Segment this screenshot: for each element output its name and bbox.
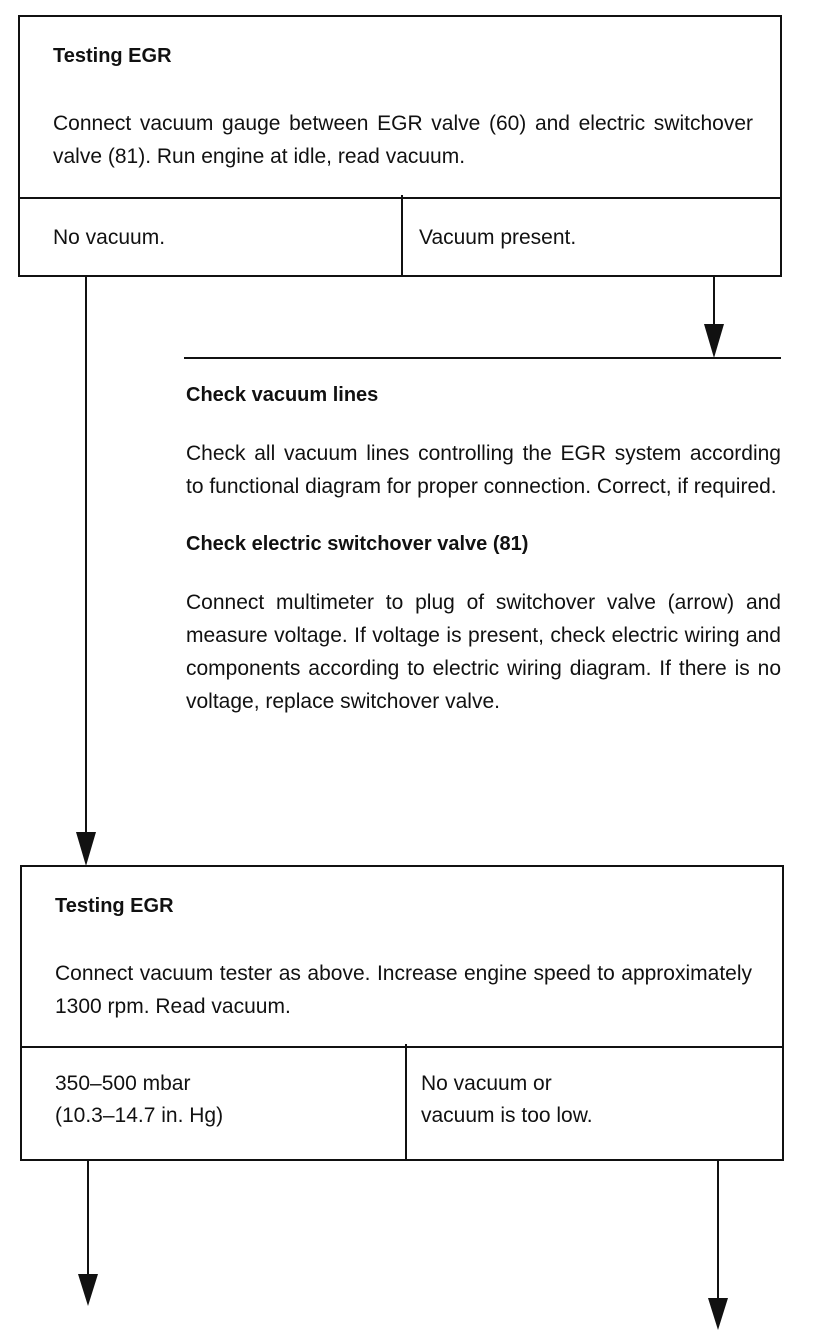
- box-header: [20, 17, 780, 199]
- testing-egr-1300rpm-box: [20, 865, 784, 1161]
- branch-label: (10.3–14.7 in. Hg): [55, 1104, 224, 1127]
- box-title: Testing EGR: [53, 45, 172, 67]
- arrow-down-icon: [76, 832, 96, 866]
- branch-label: Vacuum present.: [419, 226, 577, 249]
- arrow-down-icon: [704, 324, 724, 358]
- branch-label: 350–500 mbar: [55, 1072, 191, 1095]
- section-title-vacuum-lines: Check vacuum lines: [186, 384, 379, 406]
- section-text-switchover-valve: Connect multimeter to plug of switchover valve (arrow) and measure voltage. If voltage is present, check electric wiring and components according to electric wiring diagram. If there is no voltage, replace switchover valve.: [186, 591, 781, 713]
- arrow-down-icon: [78, 1274, 98, 1306]
- box-instruction: Connect vacuum gauge between EGR valve (60) and electric switchover valve (81). Run engine at idle, read vacuum.: [53, 112, 753, 168]
- branch-no-vacuum: [20, 195, 403, 275]
- box-instruction: Connect vacuum tester as above. Increase engine speed to approximately 1300 rpm. Read vacuum.: [55, 962, 752, 1018]
- arrow-down-icon: [708, 1298, 728, 1330]
- testing-egr-idle-box: [18, 15, 782, 277]
- branch-row: [20, 195, 780, 275]
- vacuum-present-instructions: [186, 384, 781, 718]
- section-text-vacuum-lines: Check all vacuum lines controlling the EGR system according to functional diagram for proper connection. Correct, if required.: [186, 442, 781, 498]
- box-title: Testing EGR: [55, 895, 174, 917]
- branch-in-range: [22, 1044, 407, 1159]
- branch-row: [22, 1044, 782, 1159]
- branch-vacuum-present: [403, 195, 780, 275]
- branch-too-low: [407, 1044, 782, 1159]
- branch-label: No vacuum or: [421, 1072, 552, 1095]
- branch-label: vacuum is too low.: [421, 1104, 593, 1127]
- section-title-switchover-valve: Check electric switchover valve (81): [186, 533, 529, 555]
- box-header: [22, 867, 782, 1048]
- branch-label: No vacuum.: [53, 226, 166, 249]
